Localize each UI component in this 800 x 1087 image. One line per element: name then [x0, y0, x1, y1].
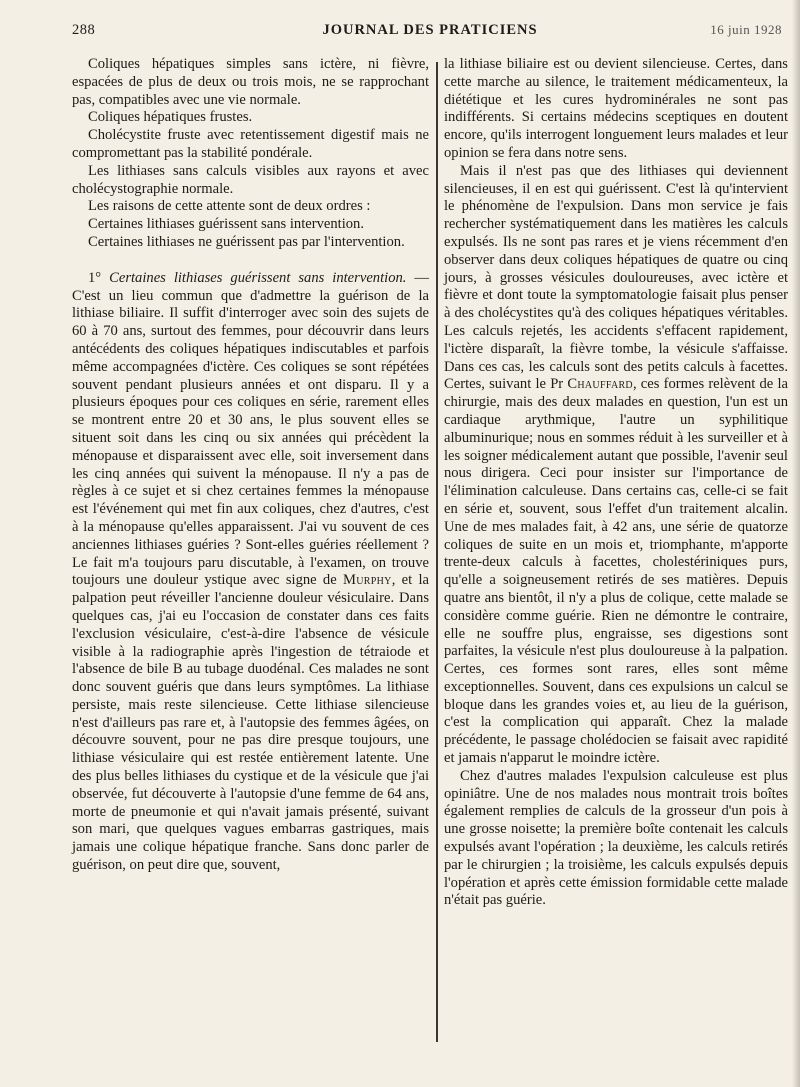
- journal-title: JOURNAL DES PRATICIENS: [322, 22, 538, 38]
- paragraph: Chez d'autres malades l'expulsion calculeuse est plus opiniâtre. Une de nos malades nous montrait trois boîtes également remplies de calculs de la grosseur d'un pois à une grosse noisette; la première boîte contenait les calculs expulsés avant l'opération ; la deuxième, les calculs retirés par le chirurgien ; la troisième, les calculs expulsés depuis l'opération et après cette émission formidable cette malade n'était pas guérie.: [444, 767, 788, 909]
- section-text: — C'est un lieu commun que d'admettre la guérison de la lithiase biliaire. Il suffit d'interroger avec soin des sujets de 60 à 70 ans, surtout des femmes, pour découvrir dans leurs antécédents des coliques hépatiques indiscutables et parfois même accompagnées d'ictère. Ces coliques se sont répétées souvent pendant plusieurs années et ont disparu. Il y a plusieurs époques pour ces coliques en série, rarement elles se montrent entre 20 et 30 ans, le plus souvent elles se situent soit dans les cinq ou six années qui précèdent la ménopause et disparaissent avec elle, soit inversement dans les cinq années qui suivent la ménopause. Il n'y a pas de règles à ce sujet et si chez certaines femmes la ménopause est l'événement qui met fin aux coliques, chez d'autres, c'est à la ménopause qu'elles apparaissent. J'ai vu souvent de ces anciennes lithiases guéries ? Sont-elles guéries réellement ? Le fait m'a toujours paru discutable, à l'examen, on trouve toujours une douleur ystique avec signe de: [72, 269, 430, 589]
- page-header: [72, 22, 788, 44]
- section-number: 1°: [88, 269, 102, 286]
- paragraph: la lithiase biliaire est ou devient silencieuse. Certes, dans cette marche au silence, le traitement médicamenteux, la diététique et les cures hydrominérales ne sont pas indifférents. Si certains médecins sceptiques en doutent encore, qu'ils interrogent longuement leurs malades et leur opinion se fera dans notre sens.: [444, 56, 788, 161]
- paragraph-text: Mais il n'est pas que des lithiases qui deviennent silencieuses, il en est qui guérissent. C'est là qu'intervient le phénomène de l'expulsion. Dans mon service je fais rechercher systématiquement dans les matières les calculs expulsés. Ils ne sont pas rares et je viens récemment d'en observer dans deux coliques hépatiques de quatre ou cinq jours, à grosses vésicules douloureuses, avec ictère et fièvre et dont toute la symptomatologie faisait plus penser à des cholécystites qu'à des coliques hépatiques véritables. Les calculs rejetés, les accidents s'effacent rapidement, l'ictère disparaît, la fièvre tombe, la vésicule s'affaisse. Dans ces cas, les calculs sont des petits calculs à facettes. Certes, suivant le: [444, 162, 788, 393]
- paragraph: Cholécystite fruste avec retentissement digestif mais ne compromettant pas la stabilité pondérale.: [72, 127, 429, 161]
- paragraph: Les raisons de cette attente sont de deux ordres :: [88, 198, 371, 215]
- paragraph: Certaines lithiases ne guérissent pas par l'intervention.: [88, 233, 405, 250]
- section-text: , et la palpation peut réveiller l'ancienne douleur vésiculaire. Dans quelques cas, j'ai eu l'occasion de constater dans ces faits l'exclusion vésiculaire, c'est-à-dire l'absence de vésicule visible à la radiographie après l'ingestion de tétraiode et l'absence de bile B au tubage duodénal. Ces malades ne sont donc souvent guéris que dans leurs symptômes. La lithiase persiste, mais reste silencieuse. Cette lithiase silencieuse n'est d'ailleurs pas rare et, à l'autopsie des femmes âgées, on découvre souvent, pour ne pas dire presque toujours, une lithiase vésiculaire qui est restée entièrement latente. Une des plus belles lithiases du cystique et de la vésicule que j'ai observée, fut découverte à l'autopsie d'une femme de 64 ans, morte de pneumonie et qui n'avait jamais présenté, suivant son mari, que quelques vagues embarras gastriques, mais jamais une colique hépatique franche. Sans donc parler de guérison, on peut dire que, souvent,: [72, 572, 429, 874]
- issue-date: 16 juin 1928: [710, 22, 782, 37]
- column-divider: [436, 62, 438, 1042]
- right-column: [444, 56, 788, 910]
- section-heading: Certaines lithiases guérissent sans intervention.: [109, 269, 407, 286]
- author-name: Chauffard: [567, 376, 633, 393]
- page-number: 288: [72, 22, 96, 38]
- section-paragraph: [72, 270, 429, 875]
- author-title: Pr: [550, 376, 564, 393]
- paragraph: Les lithiases sans calculs visibles aux rayons et avec cholécystographie normale.: [72, 162, 429, 197]
- paragraph: Coliques hépatiques frustes.: [88, 109, 253, 126]
- page-edge-shadow: [792, 0, 800, 1087]
- paragraph: Coliques hépatiques simples sans ictère, ni fièvre, espacées de plus de deux ou trois mois, ne se rapprochant pas, compatibles avec une vie normale.: [72, 56, 429, 108]
- left-column: [72, 56, 429, 875]
- paragraph: Certaines lithiases guérissent sans intervention.: [88, 216, 365, 233]
- paragraph: [444, 163, 788, 768]
- author-name: Murphy: [343, 572, 392, 589]
- paragraph-text: , ces formes relèvent de la chirurgie, mais des deux malades en question, l'un est un cardiaque arythmique, l'autre un syphilitique albuminurique; nous en sommes réduit à les surveiller et à les soigner médicalement autant que possible, l'avenir seul nous dirigera. Ceci pour insister sur l'importance de l'élimination calculeuse. Dans certains cas, celle-ci se fait en série et, souvent, sous l'effet d'un traitement alcalin. Une de mes malades fait, à 42 ans, une série de quatorze coliques de suite en un mois et, triomphante, m'apporte trente-deux calculs à facettes, cholestériniques purs, qu'elle a soigneusement retirés de ses matières. Depuis quatre ans bientôt, il n'y a plus de colique, cette malade se considère comme guérie. Rien ne démontre le contraire, elle ne souffre plus, engraisse, ses digestions sont parfaites, la vésicule n'est plus douloureuse à la palpation. Certes, ces formes sont rares, elles sont même exceptionnelles. Souvent, dans ces expulsions un calcul se bloque dans les grandes voies et, au lieu de la guérison, c'est la complication qui apparaît. Chez la malade précédente, le passage cholédocien se faisait avec rapidité et jamais n'apparut le moindre ictère.: [444, 376, 788, 767]
